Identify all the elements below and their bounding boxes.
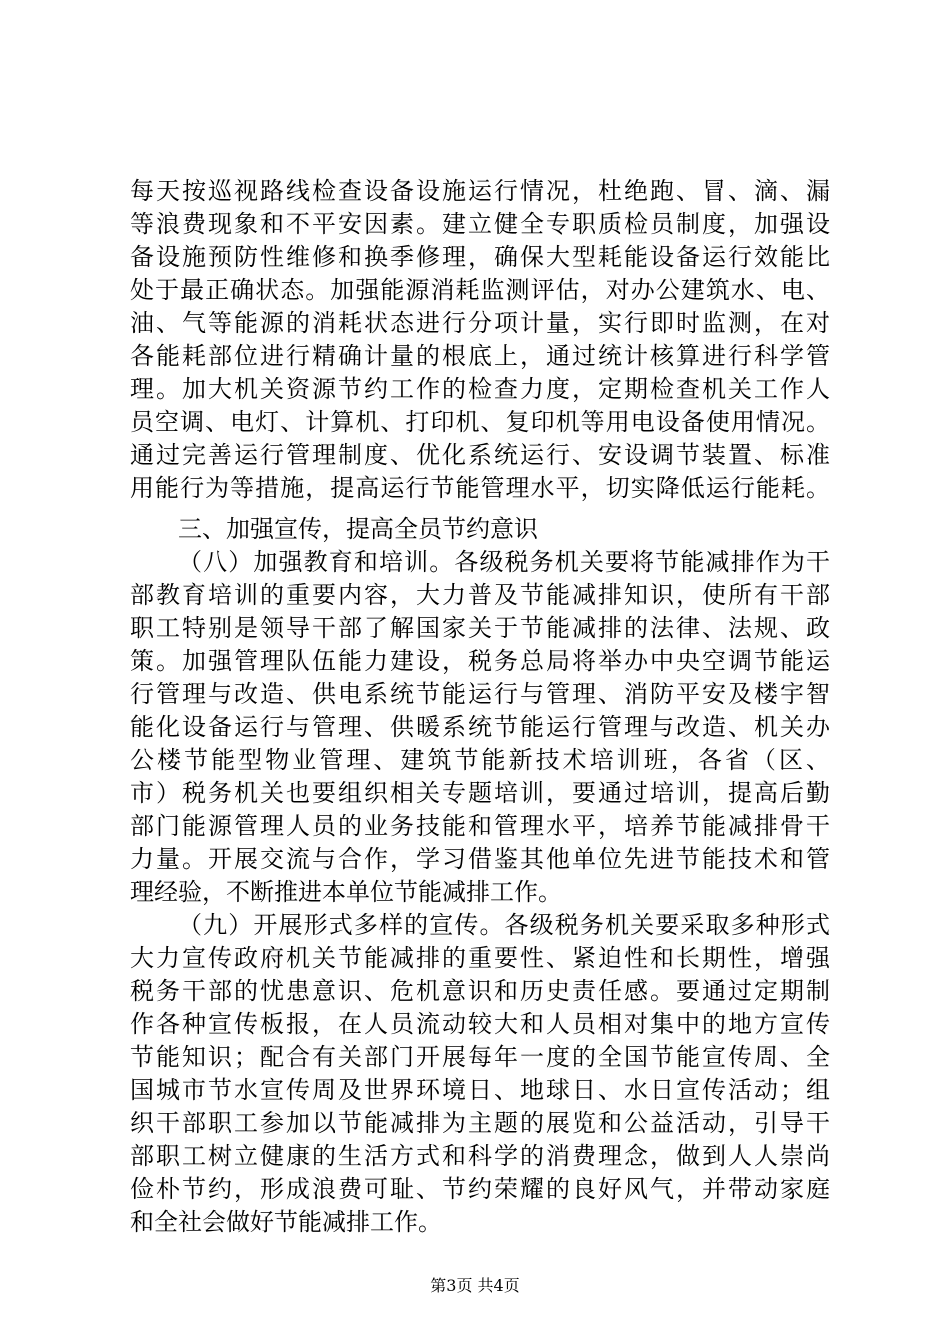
paragraph-line: 织干部职工参加以节能减排为主题的展览和公益活动，引导干 xyxy=(130,1109,830,1137)
paragraph-line: 油、气等能源的消耗状态进行分项计量，实行即时监测，在对 xyxy=(130,309,830,337)
paragraph-line: 理。加大机关资源节约工作的检查力度，定期检查机关工作人 xyxy=(130,375,830,403)
paragraph-line: 节能知识；配合有关部门开展每年一度的全国节能宣传周、全 xyxy=(130,1043,830,1071)
paragraph-line: 行管理与改造、供电系统节能运行与管理、消防平安及楼宇智 xyxy=(130,680,830,708)
page-number-footer: 第3页 共4页 xyxy=(430,1276,520,1295)
paragraph-line: （八）加强教育和培训。各级税务机关要将节能减排作为干 xyxy=(178,548,830,576)
paragraph-line: 职工特别是领导干部了解国家关于节能减排的法律、法规、政 xyxy=(130,614,830,642)
paragraph-line: 税务干部的忧患意识、危机意识和历史责任感。要通过定期制 xyxy=(130,977,830,1005)
paragraph-line: 用能行为等措施，提高运行节能管理水平，切实降低运行能耗。 xyxy=(130,474,830,502)
paragraph-line: 大力宣传政府机关节能减排的重要性、紧迫性和长期性，增强 xyxy=(130,944,830,972)
paragraph-line: 力量。开展交流与合作，学习借鉴其他单位先进节能技术和管 xyxy=(130,845,830,873)
paragraph-line: （九）开展形式多样的宣传。各级税务机关要采取多种形式 xyxy=(178,911,830,939)
paragraph-line: 公楼节能型物业管理、建筑节能新技术培训班，各省（区、 xyxy=(130,746,830,774)
paragraph-line: 每天按巡视路线检查设备设施运行情况，杜绝跑、冒、滴、漏 xyxy=(130,177,830,205)
paragraph-line: 部职工树立健康的生活方式和科学的消费理念，做到人人崇尚 xyxy=(130,1142,830,1170)
paragraph-line: 员空调、电灯、计算机、打印机、复印机等用电设备使用情况。 xyxy=(130,408,830,436)
paragraph-line: 备设施预防性维修和换季修理，确保大型耗能设备运行效能比 xyxy=(130,243,830,271)
paragraph-line: 俭朴节约，形成浪费可耻、节约荣耀的良好风气，并带动家庭 xyxy=(130,1175,830,1203)
paragraph-line: 和全社会做好节能减排工作。 xyxy=(130,1208,442,1236)
paragraph-line: 策。加强管理队伍能力建设，税务总局将举办中央空调节能运 xyxy=(130,647,830,675)
paragraph-line: 理经验，不断推进本单位节能减排工作。 xyxy=(130,878,562,906)
paragraph-line: 部门能源管理人员的业务技能和管理水平，培养节能减排骨干 xyxy=(130,812,830,840)
paragraph-line: 能化设备运行与管理、供暖系统节能运行管理与改造、机关办 xyxy=(130,713,830,741)
paragraph-line: 处于最正确状态。加强能源消耗监测评估，对办公建筑水、电、 xyxy=(130,276,830,304)
paragraph-line: 国城市节水宣传周及世界环境日、地球日、水日宣传活动；组 xyxy=(130,1076,830,1104)
paragraph-line: 市）税务机关也要组织相关专题培训，要通过培训，提高后勤 xyxy=(130,779,830,807)
paragraph-line: 各能耗部位进行精确计量的根底上，通过统计核算进行科学管 xyxy=(130,342,830,370)
paragraph-line: 等浪费现象和不平安因素。建立健全专职质检员制度，加强设 xyxy=(130,210,830,238)
section-heading: 三、加强宣传，提高全员节约意识 xyxy=(178,515,538,543)
paragraph-line: 作各种宣传板报，在人员流动较大和人员相对集中的地方宣传 xyxy=(130,1010,830,1038)
paragraph-line: 通过完善运行管理制度、优化系统运行、安设调节装置、标准 xyxy=(130,441,830,469)
paragraph-line: 部教育培训的重要内容，大力普及节能减排知识，使所有干部 xyxy=(130,581,830,609)
